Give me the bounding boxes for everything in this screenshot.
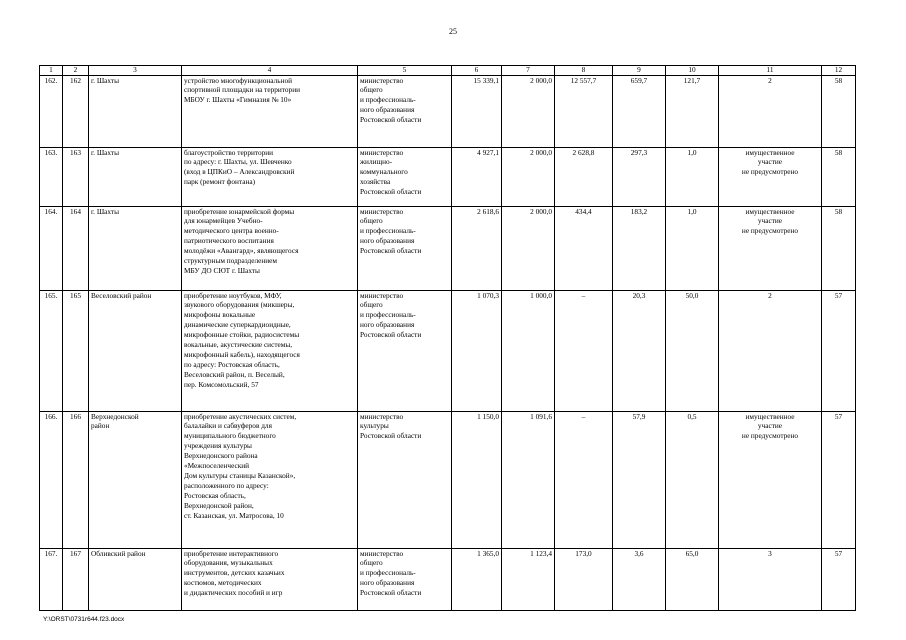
column-header: 10 bbox=[666, 66, 719, 76]
value-cell-10: 121,7 bbox=[666, 75, 719, 147]
value-cell-9: 297,3 bbox=[613, 147, 666, 206]
value-cell-11: имущественное участие не предусмотрено bbox=[719, 206, 822, 290]
value-cell-11: имущественное участие не предусмотрено bbox=[719, 147, 822, 206]
value-cell-8: 173,0 bbox=[555, 548, 613, 610]
value-cell-11: 3 bbox=[719, 548, 822, 610]
column-header: 2 bbox=[63, 66, 89, 76]
table-row bbox=[40, 290, 856, 411]
value-cell-6: 1 070,3 bbox=[452, 290, 502, 411]
column-header: 11 bbox=[719, 66, 822, 76]
column-header: 3 bbox=[89, 66, 182, 76]
value-cell-10: 1,0 bbox=[666, 147, 719, 206]
value-cell-12: 57 bbox=[822, 548, 856, 610]
description-cell: приобретение ноутбуков, МФУ, звукового оборудования (микшеры, микрофоны вокальные динамические суперкардиоидные, микрофонные стойки, радиосистемы вокальные, акустические системы, микрофонный кабель), находящегося по адресу: Ростовская область, Веселовский район, п. Веселый, пер. Комсомольский, 57 bbox=[182, 290, 358, 411]
value-cell-7: 1 091,6 bbox=[502, 411, 555, 548]
value-cell-11: 2 bbox=[719, 75, 822, 147]
value-cell-8: 434,4 bbox=[555, 206, 613, 290]
table-row bbox=[40, 548, 856, 610]
row-id: 162 bbox=[63, 75, 89, 147]
value-cell-10: 0,5 bbox=[666, 411, 719, 548]
column-header: 1 bbox=[40, 66, 63, 76]
value-cell-6: 1 150,0 bbox=[452, 411, 502, 548]
row-id: 166 bbox=[63, 411, 89, 548]
description-cell: устройство многофункциональной спортивной площадки на территории МБОУ г. Шахты «Гимназия № 10» bbox=[182, 75, 358, 147]
value-cell-6: 1 365,0 bbox=[452, 548, 502, 610]
value-cell-7: 2 000,0 bbox=[502, 206, 555, 290]
row-number: 163. bbox=[40, 147, 63, 206]
value-cell-7: 2 000,0 bbox=[502, 147, 555, 206]
locality-cell: г. Шахты bbox=[89, 147, 182, 206]
value-cell-8: – bbox=[555, 290, 613, 411]
description-cell: приобретение акустических систем, балалайки и сабвуферов для муниципального бюджетного учреждения культуры Верхнедонского района «Межпоселенческий Дом культуры станицы Казанской», расположенного по адресу: Ростовская область, Верхнедонской район, ст. Казанская, ул. Матросова, 10 bbox=[182, 411, 358, 548]
value-cell-6: 15 339,1 bbox=[452, 75, 502, 147]
value-cell-6: 4 927,1 bbox=[452, 147, 502, 206]
value-cell-8: 12 557,7 bbox=[555, 75, 613, 147]
row-number: 162. bbox=[40, 75, 63, 147]
row-number: 167. bbox=[40, 548, 63, 610]
column-header: 6 bbox=[452, 66, 502, 76]
row-id: 165 bbox=[63, 290, 89, 411]
locality-cell: Веселовский район bbox=[89, 290, 182, 411]
locality-cell: Верхнедонской район bbox=[89, 411, 182, 548]
value-cell-8: 2 628,8 bbox=[555, 147, 613, 206]
value-cell-9: 183,2 bbox=[613, 206, 666, 290]
column-number-row bbox=[40, 66, 856, 76]
column-header: 8 bbox=[555, 66, 613, 76]
value-cell-11: имущественное участие не предусмотрено bbox=[719, 411, 822, 548]
row-number: 164. bbox=[40, 206, 63, 290]
row-number: 166. bbox=[40, 411, 63, 548]
column-header: 9 bbox=[613, 66, 666, 76]
column-header: 7 bbox=[502, 66, 555, 76]
ministry-cell: министерство общего и профессиональ- ного образования Ростовской области bbox=[358, 548, 452, 610]
value-cell-10: 1,0 bbox=[666, 206, 719, 290]
value-cell-8: – bbox=[555, 411, 613, 548]
locality-cell: Обливский район bbox=[89, 548, 182, 610]
description-cell: приобретение интерактивного оборудования, музыкальных инструментов, детских казачьих костюмов, методических и дидактических пособий и игр bbox=[182, 548, 358, 610]
funding-table bbox=[39, 65, 856, 611]
value-cell-9: 659,7 bbox=[613, 75, 666, 147]
ministry-cell: министерство общего и профессиональ- ного образования Ростовской области bbox=[358, 206, 452, 290]
value-cell-7: 2 000,0 bbox=[502, 75, 555, 147]
value-cell-12: 58 bbox=[822, 206, 856, 290]
value-cell-10: 65,0 bbox=[666, 548, 719, 610]
value-cell-10: 50,0 bbox=[666, 290, 719, 411]
ministry-cell: министерство общего и профессиональ- ного образования Ростовской области bbox=[358, 75, 452, 147]
value-cell-6: 2 618,6 bbox=[452, 206, 502, 290]
column-header: 4 bbox=[182, 66, 358, 76]
description-cell: благоустройство территории по адресу: г. Шахты, ул. Шевченко (вход в ЦПКиО – Александровский парк (ремонт фонтана) bbox=[182, 147, 358, 206]
ministry-cell: министерство жилищно- коммунального хозяйства Ростовской области bbox=[358, 147, 452, 206]
value-cell-12: 57 bbox=[822, 411, 856, 548]
file-path-footer: Y:\ORST\0731r644.f23.docx bbox=[43, 616, 125, 623]
ministry-cell: министерство общего и профессиональ- ного образования Ростовской области bbox=[358, 290, 452, 411]
value-cell-9: 20,3 bbox=[613, 290, 666, 411]
value-cell-9: 3,6 bbox=[613, 548, 666, 610]
value-cell-12: 58 bbox=[822, 147, 856, 206]
locality-cell: г. Шахты bbox=[89, 206, 182, 290]
value-cell-12: 57 bbox=[822, 290, 856, 411]
row-number: 165. bbox=[40, 290, 63, 411]
value-cell-12: 58 bbox=[822, 75, 856, 147]
locality-cell: г. Шахты bbox=[89, 75, 182, 147]
page-number: 25 bbox=[449, 27, 457, 36]
table-row bbox=[40, 411, 856, 548]
table-row bbox=[40, 206, 856, 290]
value-cell-9: 57,9 bbox=[613, 411, 666, 548]
table-row bbox=[40, 147, 856, 206]
ministry-cell: министерство культуры Ростовской области bbox=[358, 411, 452, 548]
column-header: 12 bbox=[822, 66, 856, 76]
row-id: 167 bbox=[63, 548, 89, 610]
column-header: 5 bbox=[358, 66, 452, 76]
table-row bbox=[40, 75, 856, 147]
description-cell: приобретение юнармейской формы для юнармейцев Учебно- методического центра военно- патриотического воспитания молодёжи «Авангард», являющегося структурным подразделением МБУ ДО СЮТ г. Шахты bbox=[182, 206, 358, 290]
row-id: 163 bbox=[63, 147, 89, 206]
value-cell-7: 1 123,4 bbox=[502, 548, 555, 610]
value-cell-7: 1 000,0 bbox=[502, 290, 555, 411]
row-id: 164 bbox=[63, 206, 89, 290]
value-cell-11: 2 bbox=[719, 290, 822, 411]
